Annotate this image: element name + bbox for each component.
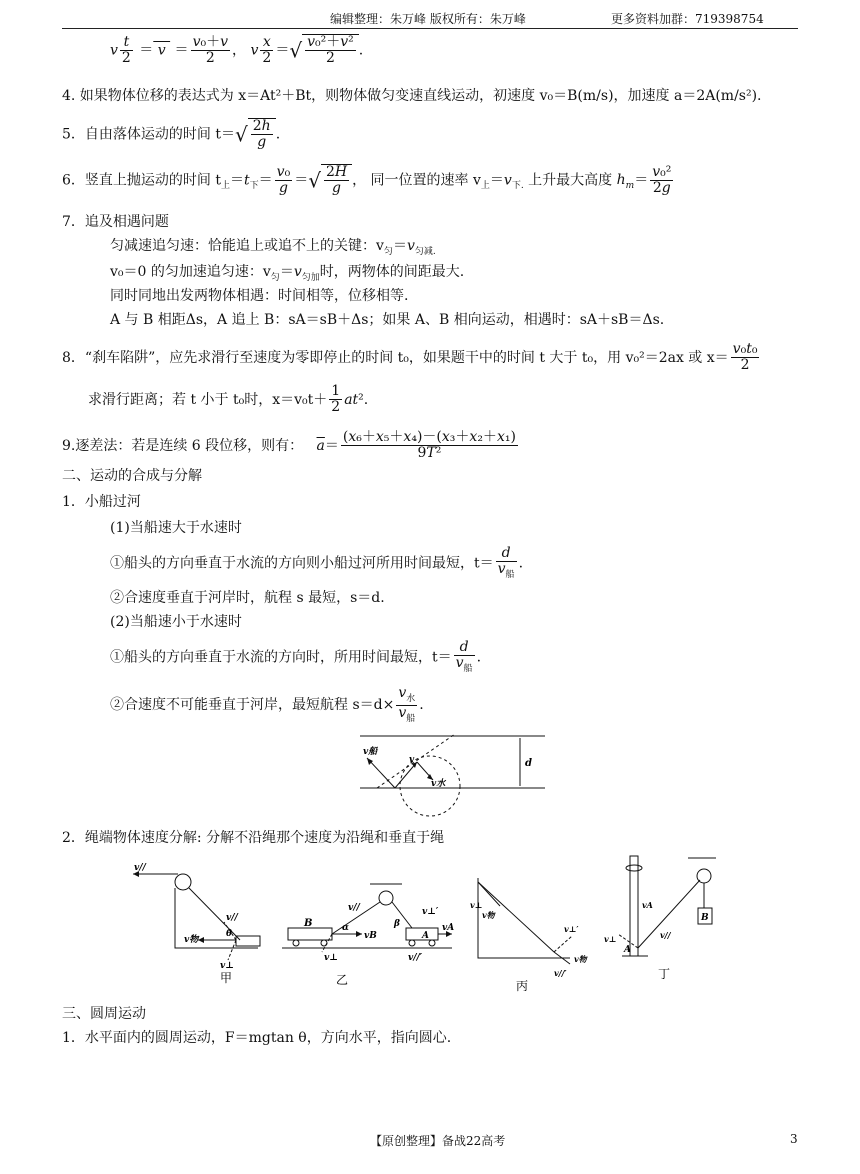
river-crossing-figure: [355, 728, 555, 820]
yi-beta-label: β: [394, 919, 400, 929]
sub-yun: 匀: [383, 246, 393, 257]
page-header: [0, 6, 860, 28]
bing-v-perp-p-label: v⊥′: [564, 924, 579, 934]
item-5-text: 5．自由落体运动的时间 t＝: [62, 126, 235, 143]
item-9-text: 9.逐差法：若是连续 6 段位移，则有：: [62, 437, 304, 454]
boat-case-1: (1)当船速大于水速时: [110, 520, 242, 536]
bing-v-wu-label-2: v物: [574, 954, 587, 964]
yi-caption: 乙: [336, 973, 349, 987]
boat-title: 1．小船过河: [62, 494, 141, 510]
item-7b: v₀＝0 的匀加速追匀速：$v_匀=v_{匀加}$时，两物体的间距最大.: [110, 264, 465, 283]
figure-yi: [282, 880, 462, 990]
boat-d-label: d: [525, 758, 532, 769]
header-editor: 编辑整理：朱万峰 版权所有：朱万峰: [330, 12, 526, 26]
sub-yun-jia: 匀加: [301, 272, 320, 283]
ding-vA-label: vA: [642, 900, 653, 910]
yi-A-label: A: [422, 931, 429, 941]
footer-center: 【原创整理】备战22高考: [370, 1134, 506, 1148]
boat-case-2b-text: ②合速度不可能垂直于河岸，最短航程 s＝d×: [110, 697, 395, 714]
sub-yun-jian: 匀减.: [414, 246, 436, 257]
item-7a-text: 匀减速追匀速：恰能追上或追不上的关键：v: [110, 238, 384, 254]
item-6-text-c: 上升最大高度: [528, 172, 613, 189]
jia-caption: 甲: [220, 971, 233, 984]
sub-chuan-3: 船: [406, 713, 416, 724]
sub-up: 上: [220, 181, 230, 192]
ding-B-label: B: [701, 913, 709, 923]
rope-title: 2．绳端物体速度分解: 分解不沿绳那个速度为沿绳和垂直于绳: [62, 830, 445, 846]
boat-case-1a: ①船头的方向垂直于水流的方向则小船过河所用时间最短，t＝ $\frac{d}{v_船}$ .: [110, 545, 524, 581]
ding-v-par-label: v//: [660, 930, 671, 940]
item-6-text-a: 6．竖直上抛运动的时间 t: [62, 172, 221, 189]
ding-caption: 丁: [658, 967, 671, 981]
boat-case-2: (2)当船速小于水速时: [110, 614, 242, 630]
item-7a: 匀减速追匀速：恰能追上或追不上的关键：$v_匀=v_{匀减.}$: [110, 238, 436, 257]
yi-v-perp-p-label: v⊥′: [422, 907, 439, 917]
item-8a: 8．“刹车陷阱”，应先求滑行至速度为零即停止的时间 t₀，如果题干中的时间 t 大于 t₀，用 v₀²＝2ax 或 x＝ $\frac{\text{v₀t₀}}{2}$: [62, 341, 758, 374]
boat-case-2a-text: ①船头的方向垂直于水流的方向时，所用时间最短，t＝: [110, 649, 452, 666]
yi-v-par-label: v//: [348, 903, 360, 913]
item-9: 9.逐差法：若是连续 6 段位移，则有： $\overline{a}=$ $\frac{\text{(x₆＋x₅＋x₄)－(x₃＋x₂＋x₁)}}{\text{9T²}}$: [62, 429, 516, 462]
yi-alpha-label: α: [342, 923, 349, 933]
sub-down-2: 下.: [511, 181, 524, 192]
ding-v-perp-label: v⊥: [604, 934, 617, 944]
yi-vB-label: vB: [364, 931, 377, 941]
item-7-title: 7．追及相遇问题: [62, 214, 169, 230]
sub-chuan-2: 船: [463, 664, 473, 675]
jia-v-par-label: v//: [134, 863, 146, 873]
jia-v-wu-label: v物: [184, 935, 199, 945]
boat-case-2a: ①船头的方向垂直于水流的方向时，所用时间最短，t＝ $\frac{d}{v_船}$ .: [110, 639, 482, 675]
item-6: 6．竖直上抛运动的时间 $t_上=t_下=$ $\frac{\text{v₀}}{g}$ ＝√ $\frac{2H}{g}$ ， 同一位置的速率 $v_上=v_{下.}$ 上升最大高度 $h_m=$ $\frac{\text{v₀²}}{2g}$: [62, 163, 672, 197]
item-7b-text-2: 时，两物体的间距最大.: [319, 264, 465, 280]
item-5: 5．自由落体运动的时间 t＝√ $\frac{2h}{g}$ .: [62, 118, 281, 151]
jia-v-perp-label: v⊥: [220, 961, 234, 971]
boat-v-shui-label: v水: [431, 779, 446, 789]
figure-ding: [598, 852, 738, 988]
item-7c: 同时同地出发两物体相遇：时间相等，位移相等.: [110, 288, 409, 304]
header-group-info: 更多资料加群：719398754: [611, 12, 764, 26]
header-divider: [62, 28, 798, 29]
jia-v-par-label-2: v//: [226, 913, 238, 923]
section-3-title: 三、圆周运动: [62, 1006, 146, 1022]
formula-mid-velocity: v $\frac{t}{2}$ ＝ v ＝ $\frac{\text{v₀＋v}}{2}$ ， v $\frac{x}{2}$ ＝√ $\frac{\text{v₀²＋v²}}{2}$ .: [110, 33, 364, 67]
item-4: 4. 如果物体位移的表达式为 x＝At²＋Bt，则物体做匀变速直线运动，初速度 v₀＝B(m/s)，加速度 a＝2A(m/s²).: [62, 88, 762, 104]
item-8a-text: 8．“刹车陷阱”，应先求滑行至速度为零即停止的时间 t₀，如果题干中的时间 t 大于 t₀，用 v₀²＝2ax 或 x＝: [62, 349, 729, 366]
bing-v-perp-label: v⊥: [470, 900, 483, 910]
boat-v-chuan-label: v船: [363, 747, 378, 757]
item-7d: A 与 B 相距Δs，A 追上 B：sA＝sB＋Δs；如果 A、B 相向运动，相遇时：sA＋sB＝Δs.: [110, 312, 665, 328]
bing-v-par-p-label: v//′: [554, 968, 567, 978]
ding-A-label: A: [624, 945, 631, 955]
yi-v-par-p-label: v//′: [408, 953, 423, 963]
figure-jia: [128, 860, 268, 984]
yi-v-perp-label: v⊥: [324, 953, 338, 963]
item-8b-text: 求滑行距离；若 t 小于 t₀时，x＝v₀t＋: [88, 391, 328, 408]
section-2-title: 二、运动的合成与分解: [62, 468, 202, 484]
sub-chuan: 船: [505, 570, 515, 581]
figure-bing: [470, 872, 594, 992]
sub-yun-2: 匀: [270, 272, 280, 283]
sub-down: 下: [249, 181, 259, 192]
sub-shui: 水: [406, 693, 416, 704]
bing-caption: 丙: [516, 979, 529, 992]
boat-case-1b: ②合速度垂直于河岸时，航程 s 最短，s＝d.: [110, 590, 385, 606]
jia-theta-label: θ: [226, 929, 233, 939]
yi-B-label: B: [304, 918, 313, 929]
bing-v-wu-label: v物: [482, 910, 495, 920]
sub-up-2: 上: [480, 181, 490, 192]
page-number: 3: [790, 1132, 798, 1146]
yi-vA-label: vA: [442, 923, 455, 933]
circular-item-1: 1．水平面内的圆周运动，F＝mgtan θ，方向水平，指向圆心.: [62, 1030, 452, 1046]
boat-case-1a-text: ①船头的方向垂直于水流的方向则小船过河所用时间最短，t＝: [110, 555, 494, 572]
boat-v-label: v: [409, 755, 415, 765]
item-6-text-b: 同一位置的速率 v: [370, 172, 481, 189]
item-7b-text: v₀＝0 的匀加速追匀速：v: [110, 264, 271, 280]
boat-case-2b: ②合速度不可能垂直于河岸，最短航程 s＝d× $\frac{v_水}{v_船}$ .: [110, 685, 424, 724]
item-8b: 求滑行距离；若 t 小于 t₀时，x＝v₀t＋ $\frac{1}{2}$ at².: [88, 383, 369, 416]
